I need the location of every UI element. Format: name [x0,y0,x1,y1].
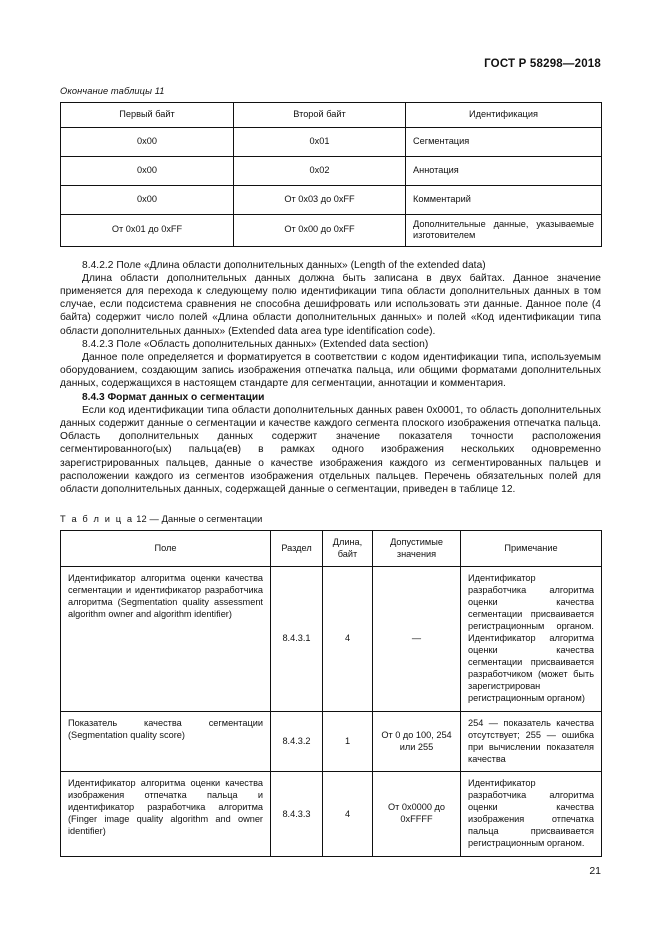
table-11 [60,102,602,247]
cell-length: 1 [323,711,373,772]
table-12-col-length-line1: Длина, [332,537,363,548]
cell-identification: Сегментация [406,127,602,156]
cell-first-byte: От 0x01 до 0xFF [61,214,234,246]
cell-second-byte: 0x02 [234,156,406,185]
table-row [61,772,602,857]
table-row [61,567,602,711]
paragraph-8-4-3-body: Если код идентификации типа области дополнительных данных равен 0x0001, то область дополнительных данных содержит данные о сегментации и качестве каждого сегмента плоского изображения отпечатка пальца. Область дополнительных данных содержит значение показателя точности расположения сегментированного(ых) пальца(ев) в рамках одного изображения нескольких одновременно зарегистрированных пальцев, данные о качестве изображения каждого из сегментированных пальцев и расположении каждого из сегментов изображения отдельных пальцев. Перечень обязательных полей для области дополнительных данных, содержащей данные о сегментации, приведен в таблице 12. [60,404,601,495]
cell-values: От 0 до 100, 254 или 255 [373,711,461,772]
cell-values: От 0x0000 до 0xFFFF [373,772,461,857]
cell-field: Идентификатор алгоритма оценки качества изображения отпечатка пальца и идентификатор разработчика алгоритма (Finger image quality algorithm and owner identifier) [61,772,271,857]
table-row [61,127,602,156]
table-12-col-field: Поле [61,531,271,567]
table-11-caption: Окончание таблицы 11 [60,86,165,96]
table-12-col-length-line2: байт [337,548,358,559]
cell-field: Показатель качества сегментации (Segmentation quality score) [61,711,271,772]
paragraph-8-4-2-2-title: 8.4.2.2 Поле «Длина области дополнительных данных» (Length of the extended data) [82,259,486,271]
table-row [61,711,602,772]
page-number: 21 [589,865,601,877]
cell-note: Идентификатор разработчика алгоритма оценки качества изображения отпечатка пальца присваивается регистрационным органом. [461,772,602,857]
body-text-block [60,259,601,497]
cell-note: 254 — показатель качества отсутствует; 255 — ошибка при вычислении показателя качества [461,711,602,772]
cell-first-byte: 0x00 [61,156,234,185]
cell-values: — [373,567,461,711]
heading-8-4-3: 8.4.3 Формат данных о сегментации [82,391,265,403]
cell-section: 8.4.3.3 [271,772,323,857]
cell-identification: Комментарий [406,185,602,214]
page-header-standard-code: ГОСТ Р 58298—2018 [484,58,601,70]
table-row-header [61,103,602,128]
table-12-col-length [323,531,373,567]
table-12-col-section: Раздел [271,531,323,567]
table-12-caption [60,514,601,524]
cell-identification: Дополнительные данные, указываемые изготовителем [406,214,602,246]
cell-second-byte: 0x01 [234,127,406,156]
cell-section: 8.4.3.1 [271,567,323,711]
table-12-col-values-line2: значения [396,548,437,559]
cell-length: 4 [323,772,373,857]
cell-first-byte: 0x00 [61,127,234,156]
paragraph-8-4-2-3-title: 8.4.2.3 Поле «Область дополнительных данных» (Extended data section) [82,338,429,350]
table-row [61,214,602,246]
paragraph-8-4-2-3-body: Данное поле определяется и форматируется в соответствии с кодом идентификации типа, используемым оборудованием, создающим запись изображения отпечатка пальца, или общими форматами дополнительных данных, содержащихся в настоящем стандарте для сегментации, аннотации и комментария. [60,351,601,390]
cell-note: Идентификатор разработчика алгоритма оценки качества сегментации присваивается регистрационным органом. Идентификатор алгоритма оценки качества сегментации присваивается разработчиком (может быть зарегистрирован регистрационным органом) [461,567,602,711]
cell-identification: Аннотация [406,156,602,185]
table-12-caption-rest: 12 — Данные о сегментации [136,514,263,525]
table-12-caption-prefix: Т а б л и ц а [60,514,134,525]
table-row-header [61,531,602,567]
table-12 [60,530,602,857]
table-12-col-values [373,531,461,567]
table-11-col-second-byte: Второй байт [234,103,406,128]
table-11-col-identification: Идентификация [406,103,602,128]
table-row [61,156,602,185]
cell-first-byte: 0x00 [61,185,234,214]
table-12-col-note: Примечание [461,531,602,567]
cell-field: Идентификатор алгоритма оценки качества сегментации и идентификатор разработчика алгоритма (Segmentation quality assessment algorithm owner and algorithm identifier) [61,567,271,711]
page-content [60,86,601,857]
cell-length: 4 [323,567,373,711]
cell-second-byte: От 0x00 до 0xFF [234,214,406,246]
paragraph-8-4-2-2-body: Длина области дополнительных данных должна быть записана в двух байтах. Данное значение применяется для перехода к следующему полю идентификации типа области дополнительных данных в том случае, если подсистема сравнения не способна дешифровать или использовать эти данные. Данное поле (4 байта) содержит число полей «Длина области дополнительных данных» и полей «Код идентификации типа области дополнительных данных» (Extended data area type identification code). [60,272,601,337]
cell-section: 8.4.3.2 [271,711,323,772]
cell-second-byte: От 0x03 до 0xFF [234,185,406,214]
table-11-col-first-byte: Первый байт [61,103,234,128]
table-12-col-values-line1: Допустимые [390,537,443,548]
table-row [61,185,602,214]
